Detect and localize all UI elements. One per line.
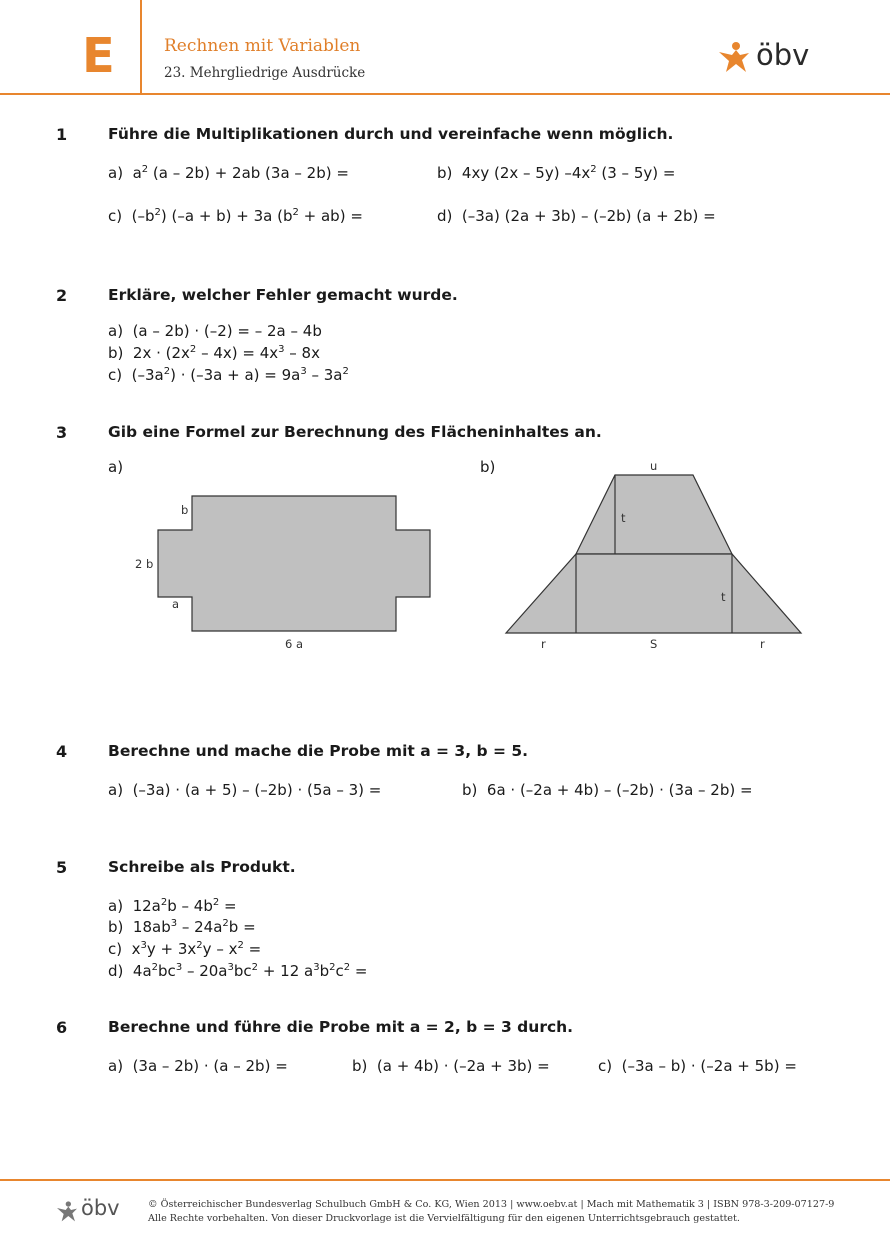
task-1a: a) $a^2$ (a – 2b) + 2ab (3a – 2b) = xyxy=(108,164,349,182)
footer-line-2: Alle Rechte vorbehalten. Von dieser Druckvorlage ist die Vervielfältigung für den eigenen Unterrichtsgebrauch gestattet. xyxy=(148,1213,740,1224)
chapter-letter: E xyxy=(82,28,115,84)
task-1c: c) $(-b^2) (-a + b) + 3a$ $(b^2 + ab)$ = xyxy=(108,207,363,225)
footer-divider xyxy=(0,1179,890,1181)
task-2c: c) $(-3a^2) \cdot (-3a + a) = 9a^3 - 3a^2$ xyxy=(108,366,349,384)
task-number: 5 xyxy=(56,858,68,877)
task-instruction: Berechne und mache die Probe mit a = 3, b = 5. xyxy=(108,742,529,760)
task-instruction: Berechne und führe die Probe mit a = 2, b = 3 durch. xyxy=(108,1018,574,1036)
label-t-top: t xyxy=(621,511,626,525)
task-6a: a) (3a – 2b) · (a – 2b) = xyxy=(108,1057,288,1075)
task-instruction: Schreibe als Produkt. xyxy=(108,858,296,876)
figure-b-label: b) xyxy=(480,458,496,476)
task-instruction: Gib eine Formel zur Berechnung des Flächeninhaltes an. xyxy=(108,423,602,441)
task-number: 6 xyxy=(56,1018,68,1037)
footer-copyright xyxy=(148,1198,834,1226)
task-number: 2 xyxy=(56,286,68,305)
task-2b: b) $2x \cdot (2x^2 - 4x) = 4x^3 - 8x$ xyxy=(108,344,320,362)
label-t-bottom: t xyxy=(721,590,726,604)
label-r-right: r xyxy=(760,637,765,651)
footer-logo xyxy=(55,1196,135,1225)
task-instruction: Erkläre, welcher Fehler gemacht wurde. xyxy=(108,286,458,304)
label-b: b xyxy=(181,503,189,517)
label-r-left: r xyxy=(541,637,546,651)
publisher-logo-text: öbv xyxy=(756,38,810,72)
task-6c: c) (–3a – b) · (–2a + 5b) = xyxy=(598,1057,797,1075)
task-number: 3 xyxy=(56,423,68,442)
footer-line-1: © Österreichischer Bundesverlag Schulbuch GmbH & Co. KG, Wien 2013 | www.oebv.at | Mach mit Mathematik 3 | ISBN 978-3-209-07127-9 xyxy=(148,1199,835,1210)
task-1d: d) (–3a) (2a + 3b) – (–2b) (a + 2b) = xyxy=(437,207,716,225)
task-5d: d) $4a^2bc^3 - 20a^3bc^2 + 12$ $a^3b^2c^2$ = xyxy=(108,962,368,980)
label-s: S xyxy=(650,637,658,651)
label-2b: 2 b xyxy=(135,557,154,571)
star-icon xyxy=(55,1200,79,1224)
figure-a-label: a) xyxy=(108,458,124,476)
label-a: a xyxy=(172,597,180,611)
task-5b: b) $18ab^3 - 24a^2b$ = xyxy=(108,918,256,936)
footer-logo-text: öbv xyxy=(81,1196,120,1220)
task-1b: b) 4xy (2x – 5y) $-4x^2$ (3 – 5y) = xyxy=(437,164,676,182)
task-4a: a) (–3a) · (a + 5) – (–2b) · (5a – 3) = xyxy=(108,781,382,799)
section-title: 23. Mehrgliedrige Ausdrücke xyxy=(164,65,366,81)
task-instruction: Führe die Multiplikationen durch und vereinfache wenn möglich. xyxy=(108,125,674,143)
label-6a: 6 a xyxy=(285,637,304,651)
task-number: 1 xyxy=(56,125,68,144)
task-4b: b) 6a · (–2a + 4b) – (–2b) · (3a – 2b) = xyxy=(462,781,753,799)
chapter-title: Rechnen mit Variablen xyxy=(164,36,361,56)
task-5a: a) $12a^2b - 4b^2$ = xyxy=(108,897,237,915)
task-6b: b) (a + 4b) · (–2a + 3b) = xyxy=(352,1057,550,1075)
task-number: 4 xyxy=(56,742,68,761)
task-5c: c) $x^3y + 3x^2y - x^2$ = xyxy=(108,940,262,958)
label-u: u xyxy=(650,459,658,473)
task-2a: a) (a – 2b) · (–2) = – 2a – 4b xyxy=(108,322,322,340)
